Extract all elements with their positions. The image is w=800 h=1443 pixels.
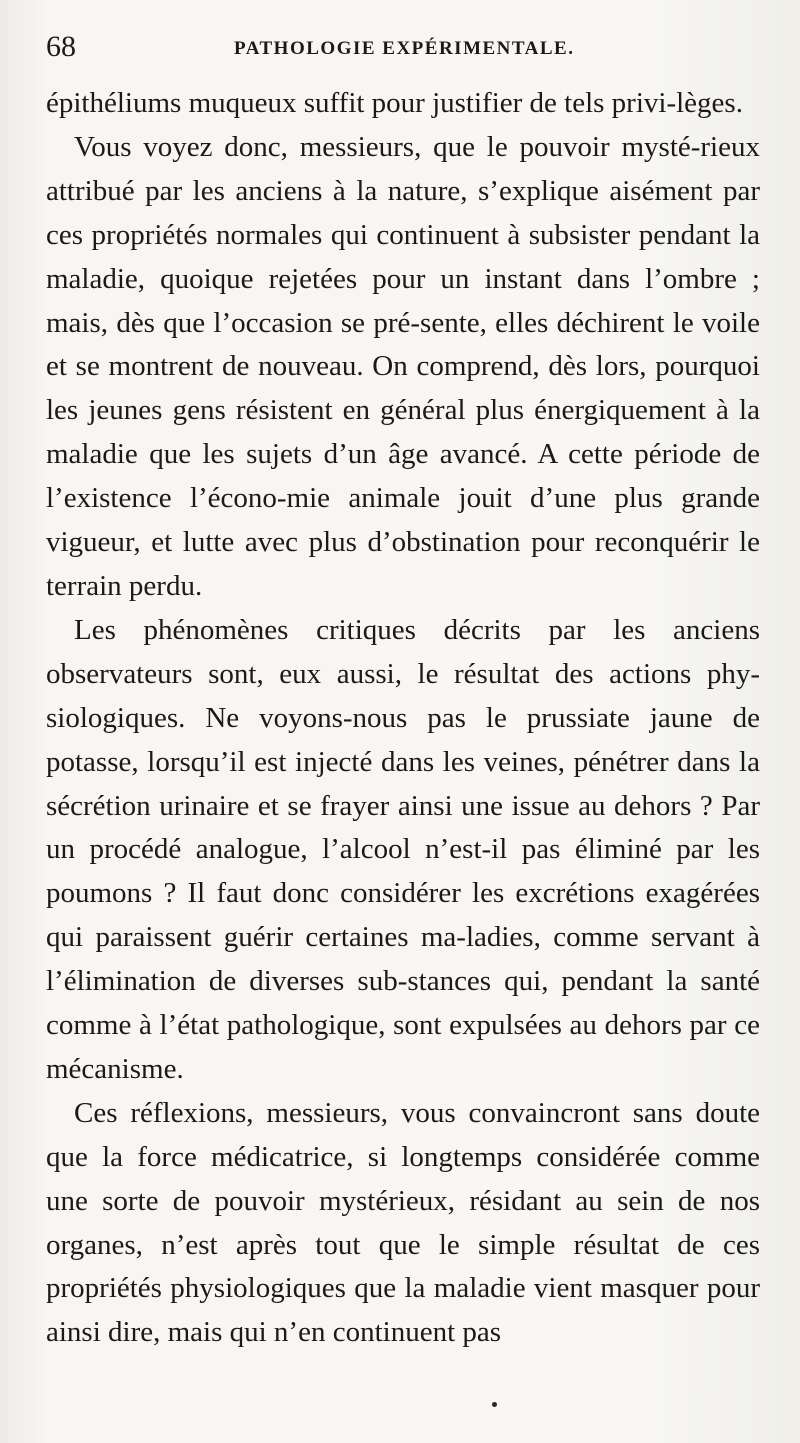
printer-mark [492, 1402, 497, 1407]
page-number: 68 [46, 30, 76, 63]
running-title: PATHOLOGIE EXPÉRIMENTALE. [234, 38, 575, 59]
page-header [46, 30, 760, 70]
paragraph-phenomenes-critiques: Les phénomènes critiques décrits par les anciens observateurs sont, eux aussi, le résultat des actions phy-siologiques. Ne voyons-nous pas le prussiate jaune de potasse, lorsqu’il est injecté dans les veines, pénétrer dans la sécrétion urinaire et se frayer ainsi une issue au dehors ? Par un procédé analogue, l’alcool n’est-il pas éliminé par les poumons ? Il faut donc considérer les excrétions exagérées qui paraissent guérir certaines ma-ladies, comme servant à l’élimination de diverses sub-stances qui, pendant la santé comme à l’état pathologique, sont expulsées au dehors par ce mécanisme. [46, 613, 760, 1085]
paragraph-reflexions: Ces réflexions, messieurs, vous convaincront sans doute que la force médicatrice, si longtemps considérée comme une sorte de pouvoir mystérieux, résidant au sein de nos organes, n’est après tout que le simple résultat de ces propriétés physiologiques que la maladie vient masquer pour ainsi dire, mais qui n’en continuent pas [46, 1096, 760, 1349]
body-text [46, 82, 760, 1355]
paragraph-continuation: épithéliums muqueux suffit pour justifier de tels privi-lèges. [46, 87, 743, 119]
paragraph-pouvoir-mysterieux: Vous voyez donc, messieurs, que le pouvoir mysté-rieux attribué par les anciens à la nature, s’explique aisément par ces propriétés normales qui continuent à subsister pendant la maladie, quoique rejetées pour un instant dans l’ombre ; mais, dès que l’occasion se pré-sente, elles déchirent le voile et se montrent de nouveau. On comprend, dès lors, pourquoi les jeunes gens résistent en général plus énergiquement à la maladie que les sujets d’un âge avancé. A cette période de l’existence l’écono-mie animale jouit d’une plus grande vigueur, et lutte avec plus d’obstination pour reconquérir le terrain perdu. [46, 130, 760, 602]
